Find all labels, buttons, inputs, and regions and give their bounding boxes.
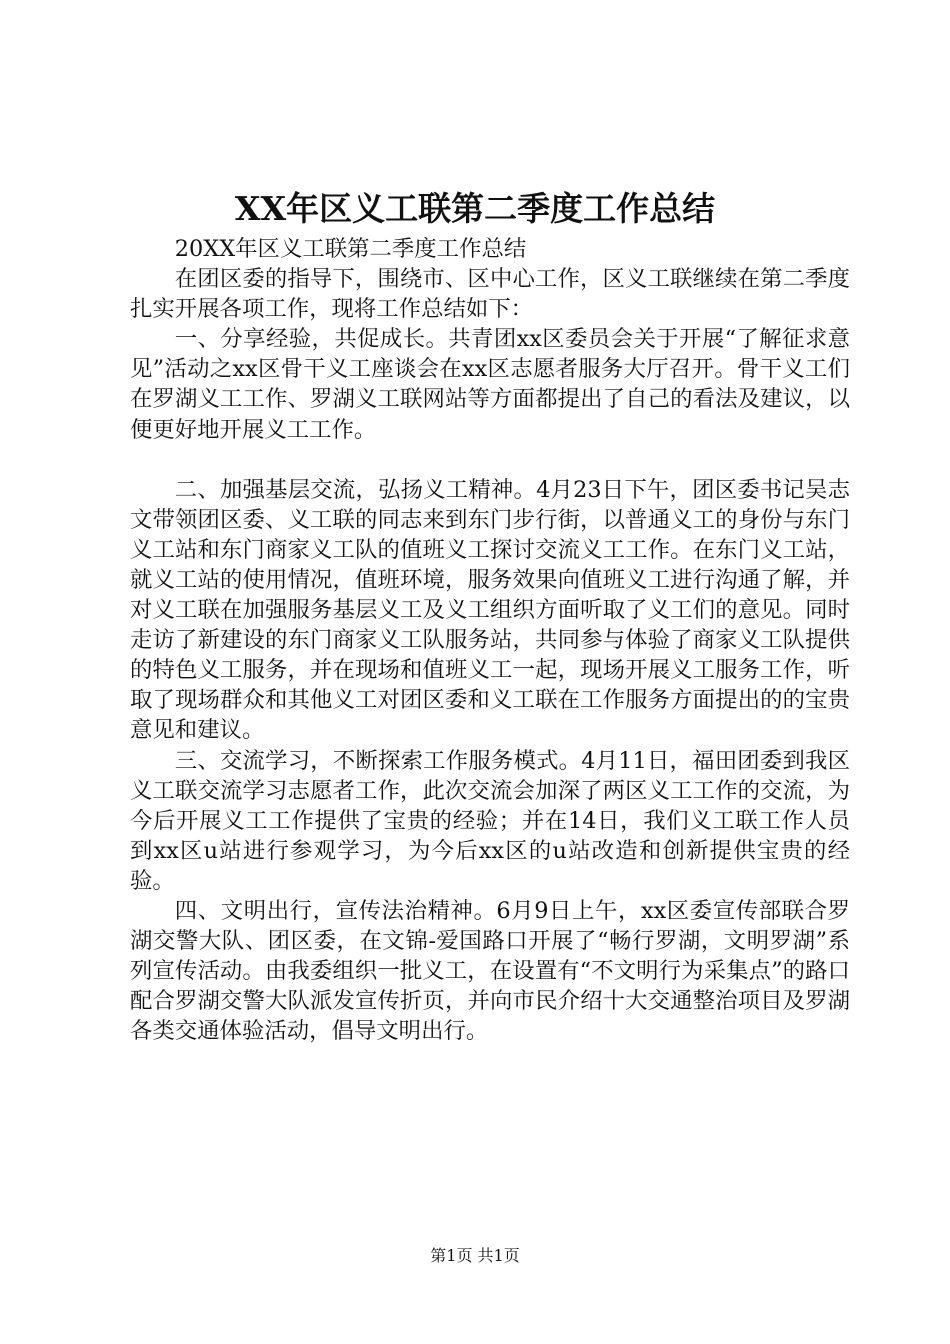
paragraph-subtitle: 20XX年区义工联第二季度工作总结: [174, 236, 527, 262]
page-number-footer: 第1页 共1页: [430, 1246, 520, 1265]
paragraph-section-4: 四、文明出行，宣传法治精神。6月9日上午，xx区委宣传部联合罗湖交警大队、团区委，在文锦-爱国路口开展了“畅行罗湖，文明罗湖”系列宣传活动。由我委组织一批义工，在设置有“不文明行为采集点”的路口配合罗湖交警大队派发宣传折页，并向市民介绍十大交通整治项目及罗湖各类交通体验活动，倡导文明出行。: [130, 897, 850, 1045]
paragraph-section-2: 二、加强基层交流，弘扬义工精神。4月23日下午，团区委书记吴志文带领团区委、义工联的同志来到东门步行街，以普通义工的身份与东门义工站和东门商家义工队的值班义工探讨交流义工工作。在东门义工站，就义工站的使用情况，值班环境，服务效果向值班义工进行沟通了解，并对义工联在加强服务基层义工及义工组织方面听取了义工们的意见。同时走访了新建设的东门商家义工队服务站，共同参与体验了商家义工队提供的特色义工服务，并在现场和值班义工一起，现场开展义工服务工作，听取了现场群众和其他义工对团区委和义工联在工作服务方面提出的的宝贵意见和建议。: [130, 476, 850, 744]
paragraph-intro: 在团区委的指导下，围绕市、区中心工作，区义工联继续在第二季度扎实开展各项工作，现将工作总结如下：: [130, 266, 850, 323]
document-title: XX年区义工联第二季度工作总结: [234, 189, 716, 228]
document-body: [130, 234, 850, 1046]
paragraph-section-3: 三、交流学习，不断探索工作服务模式。4月11日，福田团委到我区义工联交流学习志愿者工作，此次交流会加深了两区义工工作的交流，为今后开展义工工作提供了宝贵的经验；并在14日，我们义工联工作人员到xx区u站进行参观学习，为今后xx区的u站改造和创新提供宝贵的经验。: [130, 747, 850, 894]
paragraph-section-1: 一、分享经验，共促成长。共青团xx区委员会关于开展“了解征求意见”活动之xx区骨干义工座谈会在xx区志愿者服务大厅召开。骨干义工们在罗湖义工工作、罗湖义工联网站等方面都提出了自己的看法及建议，以便更好地开展义工工作。: [130, 326, 850, 443]
